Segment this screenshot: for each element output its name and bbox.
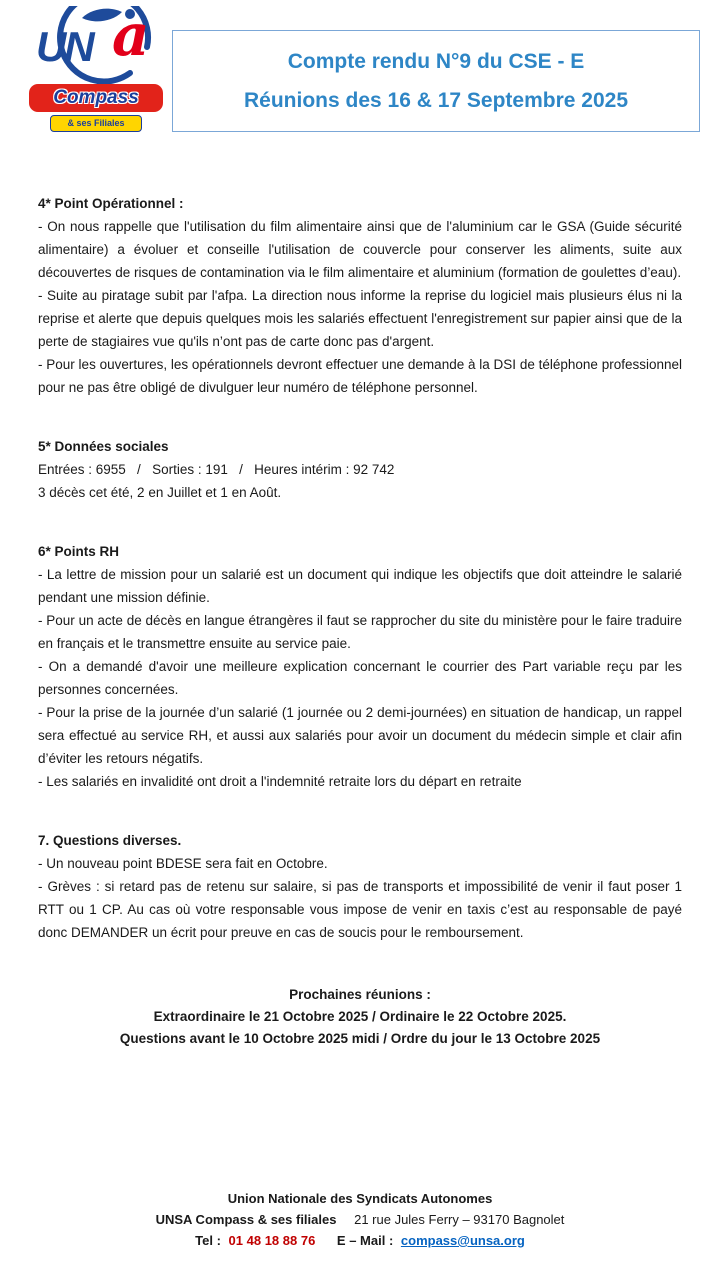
paragraph: - On nous rappelle que l'utilisation du film alimentaire ainsi que de l'aluminium car le GSA (Guide sécurité alimentaire) a évoluer et conseille l'utilisation de couvercle pour conserver les aliments, suite aux découvertes de risques de contamination via le film alimentaire et aluminium (formation de goulettes d’eau). xyxy=(38,219,682,280)
section-donnees-sociales xyxy=(38,435,682,504)
footer-contact-line xyxy=(0,1230,720,1251)
unsa-compass-logo xyxy=(26,1,166,136)
paragraph: - Un nouveau point BDESE sera fait en Octobre. xyxy=(38,856,328,871)
footer-email-label: E – Mail : xyxy=(336,1233,394,1248)
logo-unsa-letters: UN xyxy=(36,23,93,70)
logo-filiales-banner: & ses Filiales xyxy=(50,115,142,132)
document-body xyxy=(0,168,720,1050)
logo-red-a: a xyxy=(112,1,150,69)
paragraph: - Suite au piratage subit par l'afpa. La direction nous informe la reprise du logiciel mais plusieurs élus ni la reprise et alerte que depuis quelques mois les salariés effectuent l'enregistrement sur papier ainsi que de la perte de stagiaires vue qu'ils n’ont pas de carte donc pas d'argent. xyxy=(38,288,682,349)
document-header xyxy=(0,0,720,168)
report-subtitle: Réunions des 16 & 17 Septembre 2025 xyxy=(244,88,628,112)
paragraph: - La lettre de mission pour un salarié est un document qui indique les objectifs que doit atteindre le salarié pendant une mission définie. xyxy=(38,567,682,605)
section-points-rh xyxy=(38,540,682,793)
logo-compass-banner: Compass xyxy=(29,84,163,112)
section-heading: 4* Point Opérationnel : xyxy=(38,196,184,211)
section-questions-diverses xyxy=(38,829,682,944)
footer-address: 21 rue Jules Ferry – 93170 Bagnolet xyxy=(354,1212,565,1227)
paragraph: - Grèves : si retard pas de retenu sur salaire, si pas de transports et impossibilité de venir il faut poser 1 RTT ou 1 CP. Au cas où votre responsable vous impose de venir en taxis c’est au responsable de payé donc DEMANDER un écrit pour preuve en cas de soucis pour le remboursement. xyxy=(38,879,682,940)
section-point-operationnel xyxy=(38,192,682,399)
paragraph: - Pour un acte de décès en langue étrangères il faut se rapprocher du site du ministère pour le faire traduire en français et le transmettre ensuite au service paie. xyxy=(38,613,682,651)
footer-tel-label: Tel : xyxy=(195,1233,221,1248)
paragraph: - Pour la prise de la journée d’un salarié (1 journée ou 2 demi-journées) en situation de handicap, un rappel sera effectué au service RH, et aussi aux salariés pour avoir un document du médecin simple et clair afin d’éviter les retours négatifs. xyxy=(38,705,682,766)
email-link[interactable]: compass@unsa.org xyxy=(400,1233,525,1248)
paragraph: - On a demandé d'avoir une meilleure explication concernant le courrier des Part variable reçu par les personnes concernées. xyxy=(38,659,682,697)
paragraph: 3 décès cet été, 2 en Juillet et 1 en Août. xyxy=(38,485,282,500)
next-meetings-dates: Extraordinaire le 21 Octobre 2025 / Ordinaire le 22 Octobre 2025. xyxy=(153,1009,567,1024)
section-heading: 6* Points RH xyxy=(38,544,120,559)
section-heading: 5* Données sociales xyxy=(38,439,169,454)
section-heading: 7. Questions diverses. xyxy=(38,833,182,848)
footer-union-name: Union Nationale des Syndicats Autonomes xyxy=(227,1191,493,1206)
footer xyxy=(0,1188,720,1251)
social-figures-line: Entrées : 6955 / Sorties : 191 / Heures intérim : 92 742 xyxy=(38,462,395,477)
next-meetings-title: Prochaines réunions : xyxy=(289,987,431,1002)
paragraph: - Les salariés en invalidité ont droit a l'indemnité retraite lors du départ en retraite xyxy=(38,774,522,789)
paragraph: - Pour les ouvertures, les opérationnels devront effectuer une demande à la DSI de téléphone professionnel pour ne pas être obligé de divulguer leur numéro de téléphone personnel. xyxy=(38,357,682,395)
footer-address-line xyxy=(0,1209,720,1230)
report-title: Compte rendu N°9 du CSE - E xyxy=(287,49,585,73)
next-meetings-deadlines: Questions avant le 10 Octobre 2025 midi / Ordre du jour le 13 Octobre 2025 xyxy=(119,1031,601,1046)
footer-entity-name: UNSA Compass & ses filiales xyxy=(155,1212,337,1227)
title-box xyxy=(172,30,700,132)
next-meetings-block xyxy=(38,984,682,1050)
footer-phone-number: 01 48 18 88 76 xyxy=(228,1233,316,1248)
